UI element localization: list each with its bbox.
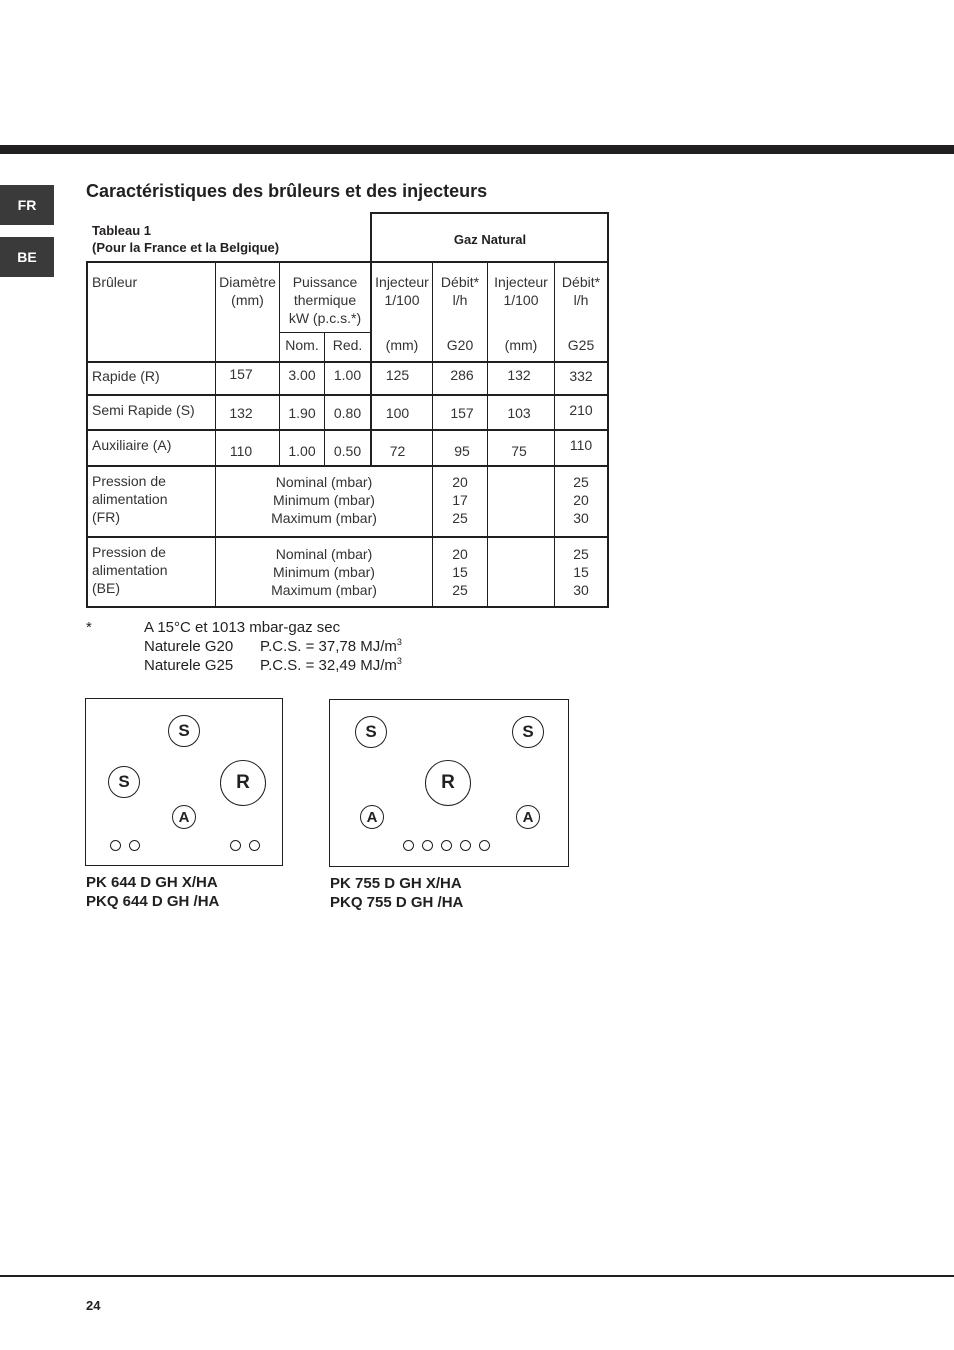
burner-semi-rapid: S (355, 716, 387, 748)
control-knob-icon (460, 840, 471, 851)
burner-semi-rapid: S (108, 766, 140, 798)
injector-g20-value: 100 (385, 405, 410, 421)
pressure-label-be: Pression de alimentation (BE) (92, 544, 168, 596)
control-knob-icon (129, 840, 140, 851)
hob-layout-diagram (329, 699, 569, 867)
power-column-header: Puissance thermique kW (p.c.s.*) (288, 274, 362, 326)
burner-rapid: R (220, 760, 266, 806)
burner-column-header: Brûleur (92, 274, 138, 290)
control-knob-icon (422, 840, 433, 851)
flow-g25-header: Débit* l/h (561, 274, 601, 308)
control-knob-icon (230, 840, 241, 851)
table-caption: Tableau 1 (Pour la France et la Belgique) (92, 223, 280, 255)
injector-g25-unit: (mm) (504, 337, 538, 353)
page-number: 24 (86, 1298, 101, 1313)
gas-type-header: Gaz Natural (453, 232, 527, 247)
burner-semi-rapid: S (168, 715, 200, 747)
control-knob-icon (110, 840, 121, 851)
footnote-conditions: A 15°C et 1013 mbar-gaz sec (144, 619, 341, 636)
nominal-subheader: Nom. (285, 337, 319, 353)
burner-rapid: R (425, 760, 471, 806)
language-tab-be[interactable]: BE (0, 237, 54, 277)
burner-name: Semi Rapide (S) (92, 402, 195, 418)
injector-g25-header: Injecteur 1/100 (494, 274, 548, 308)
control-knob-icon (441, 840, 452, 851)
model-names-755: PK 755 D GH X/HA PKQ 755 D GH /HA (330, 875, 464, 911)
burner-auxiliary: A (172, 805, 196, 829)
burner-auxiliary: A (516, 805, 540, 829)
control-knob-icon (479, 840, 490, 851)
flow-g25-value: 332 (569, 368, 593, 384)
reduced-power-value: 0.80 (333, 405, 362, 421)
pressure-levels-be: Nominal (mbar) Minimum (mbar) Maximum (mbar) (271, 546, 377, 598)
pressure-label-fr: Pression de alimentation (FR) (92, 473, 168, 525)
reduced-power-value: 0.50 (333, 443, 362, 459)
footnote-mark: * (86, 619, 92, 636)
pressure-g25-be: 25 15 30 (573, 546, 589, 598)
diameter-column-header: Diamètre (mm) (219, 274, 276, 308)
flow-g20-value: 95 (454, 443, 470, 459)
injector-g20-value: 125 (385, 367, 410, 383)
injector-g25-value: 103 (507, 405, 531, 421)
burner-name: Rapide (R) (92, 368, 160, 384)
footnote-g25-label: Naturele G25 (144, 657, 234, 674)
reduced-subheader: Red. (332, 337, 363, 353)
diameter-value: 132 (229, 405, 253, 421)
pressure-g20-be: 20 15 25 (452, 546, 468, 598)
injector-g20-unit: (mm) (385, 337, 419, 353)
flow-g20-header: Débit* l/h (440, 274, 480, 308)
language-tab-fr[interactable]: FR (0, 185, 54, 225)
flow-g25-value: 210 (569, 402, 593, 418)
nominal-power-value: 3.00 (288, 367, 316, 383)
flow-g20-value: 157 (450, 405, 474, 421)
injector-g20-header: Injecteur 1/100 (375, 274, 429, 308)
injector-g20-value: 72 (389, 443, 406, 459)
burner-auxiliary: A (360, 805, 384, 829)
control-knob-icon (403, 840, 414, 851)
pressure-levels-fr: Nominal (mbar) Minimum (mbar) Maximum (mbar) (271, 474, 377, 526)
injector-g25-value: 132 (507, 367, 531, 383)
injector-g25-value: 75 (511, 443, 527, 459)
footer-rule (0, 1275, 954, 1277)
burner-name: Auxiliaire (A) (92, 437, 172, 453)
pressure-g20-fr: 20 17 25 (452, 474, 468, 526)
model-names-644: PK 644 D GH X/HA PKQ 644 D GH /HA (86, 874, 220, 910)
flow-g25-value: 110 (569, 437, 593, 453)
reduced-power-value: 1.00 (333, 367, 362, 383)
footnote-g20-label: Naturele G20 (144, 638, 234, 655)
pressure-g25-fr: 25 20 30 (573, 474, 589, 526)
flow-g20-gas: G20 (446, 337, 474, 353)
flow-g25-gas: G25 (567, 337, 595, 353)
footnote-g25-value: P.C.S. = 32,49 $MJ/m^3$ (260, 656, 402, 674)
nominal-power-value: 1.90 (288, 405, 316, 421)
hob-layout-diagram (85, 698, 283, 866)
page-title: Caractéristiques des brûleurs et des injecteurs (86, 181, 488, 201)
diameter-value: 157 (229, 366, 253, 382)
burner-table (86, 212, 609, 608)
burner-semi-rapid: S (512, 716, 544, 748)
flow-g20-value: 286 (450, 367, 474, 383)
control-knob-icon (249, 840, 260, 851)
nominal-power-value: 1.00 (288, 443, 316, 459)
diameter-value: 110 (229, 443, 253, 459)
footnote-g20-value: P.C.S. = 37,78 $MJ/m^3$ (260, 637, 402, 655)
header-bar (0, 145, 954, 154)
